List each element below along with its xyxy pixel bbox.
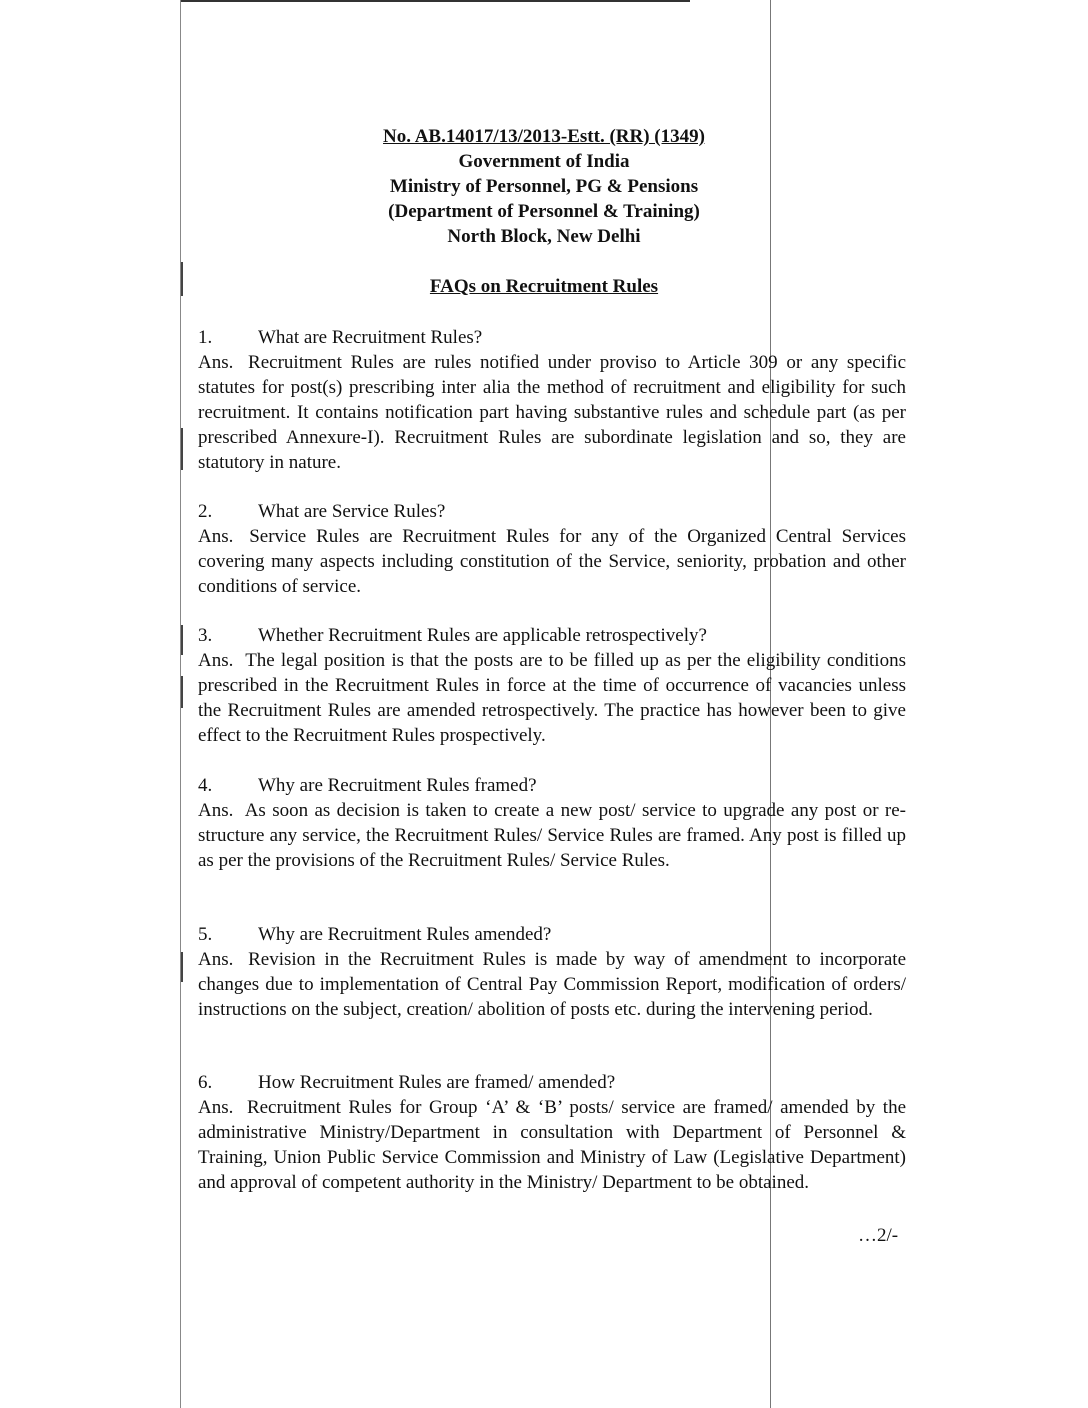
department-line: (Department of Personnel & Training)	[388, 201, 700, 222]
answer-label: Ans.	[198, 800, 234, 821]
faq-answer-text: As soon as decision is taken to create a new post/ service to upgrade any post or re-structure any service, the Recruitment Rules/ Service Rules are framed. Any post is filled up as per the provisions of the Recruitment Rules/ Service Rules.	[198, 800, 906, 871]
answer-label: Ans.	[198, 1097, 234, 1118]
faq-question	[198, 922, 906, 947]
scan-mark	[181, 625, 183, 655]
faq-answer-text: Recruitment Rules for Group ‘A’ & ‘B’ posts/ service are framed/ amended by the administrative Ministry/Department in consultation with Department of Personnel & Training, Union Public Service Commission and Ministry of Law (Legislative Department) and approval of competent authority in the Ministry/ Department to be obtained.	[198, 1097, 906, 1193]
faq-answer	[198, 524, 906, 599]
faq-question	[198, 1070, 906, 1095]
next-page-marker: …2/-	[858, 1225, 899, 1246]
faq-answer-text: Recruitment Rules are rules notified under proviso to Article 309 or any specific statutes for post(s) prescribing inter alia the method of recruitment and eligibility for such recruitment. It contains notification part having substantive rules and schedule part (as per prescribed Annexure-I). Recruitment Rules are subordinate legislation and so, they are statutory in nature.	[198, 352, 907, 473]
faq-question-text: Why are Recruitment Rules framed?	[258, 775, 537, 796]
faq-item	[198, 773, 906, 873]
scan-mark	[181, 952, 183, 982]
answer-label: Ans.	[198, 352, 234, 373]
faq-question-text: How Recruitment Rules are framed/ amended?	[258, 1072, 616, 1093]
faq-answer-text: Service Rules are Recruitment Rules for any of the Organized Central Services covering many aspects including constitution of the Service, seniority, probation and other conditions of service.	[198, 526, 906, 597]
faq-number: 5.	[198, 924, 213, 945]
answer-label: Ans.	[198, 526, 234, 547]
faq-question	[198, 325, 906, 350]
faq-question	[198, 499, 906, 524]
faq-item	[198, 623, 906, 748]
faq-question	[198, 773, 906, 798]
faq-question-text: Whether Recruitment Rules are applicable retrospectively?	[258, 625, 707, 646]
government-line: Government of India	[458, 151, 630, 172]
answer-label: Ans.	[198, 650, 234, 671]
answer-label: Ans.	[198, 949, 234, 970]
faq-answer	[198, 947, 906, 1022]
scan-mark	[181, 676, 183, 708]
faq-question-text: What are Service Rules?	[258, 501, 446, 522]
faq-item	[198, 499, 906, 599]
faq-number: 3.	[198, 625, 213, 646]
scan-border-top	[180, 0, 690, 2]
faq-item	[198, 922, 906, 1022]
faq-answer	[198, 1095, 906, 1195]
faq-answer	[198, 648, 906, 748]
faq-item	[198, 1070, 906, 1195]
scan-mark	[181, 428, 183, 470]
faq-answer-text: The legal position is that the posts are to be filled up as per the eligibility conditions prescribed in the Recruitment Rules in force at the time of occurrence of vacancies unless the Recruitment Rules are amended retrospectively. The practice has however been to give effect to the Recruitment Rules prospectively.	[198, 650, 906, 746]
faq-answer	[198, 350, 906, 475]
document-header	[0, 124, 1088, 249]
ministry-line: Ministry of Personnel, PG & Pensions	[389, 176, 699, 197]
faq-answer-text: Revision in the Recruitment Rules is made by way of amendment to incorporate changes due to implementation of Central Pay Commission Report, modification of orders/ instructions on the subject, creation/ abolition of posts etc. during the intervening period.	[198, 949, 907, 1020]
faq-number: 1.	[198, 327, 213, 348]
address-line: North Block, New Delhi	[447, 226, 641, 247]
faq-item	[198, 325, 906, 475]
faq-answer	[198, 798, 906, 873]
faq-number: 2.	[198, 501, 213, 522]
faq-number: 6.	[198, 1072, 213, 1093]
faq-number: 4.	[198, 775, 213, 796]
faq-question-text: What are Recruitment Rules?	[258, 327, 483, 348]
page-title: FAQs on Recruitment Rules	[429, 276, 659, 297]
file-number: No. AB.14017/13/2013-Estt. (RR) (1349)	[383, 126, 705, 147]
faq-question	[198, 623, 906, 648]
faq-question-text: Why are Recruitment Rules amended?	[258, 924, 552, 945]
